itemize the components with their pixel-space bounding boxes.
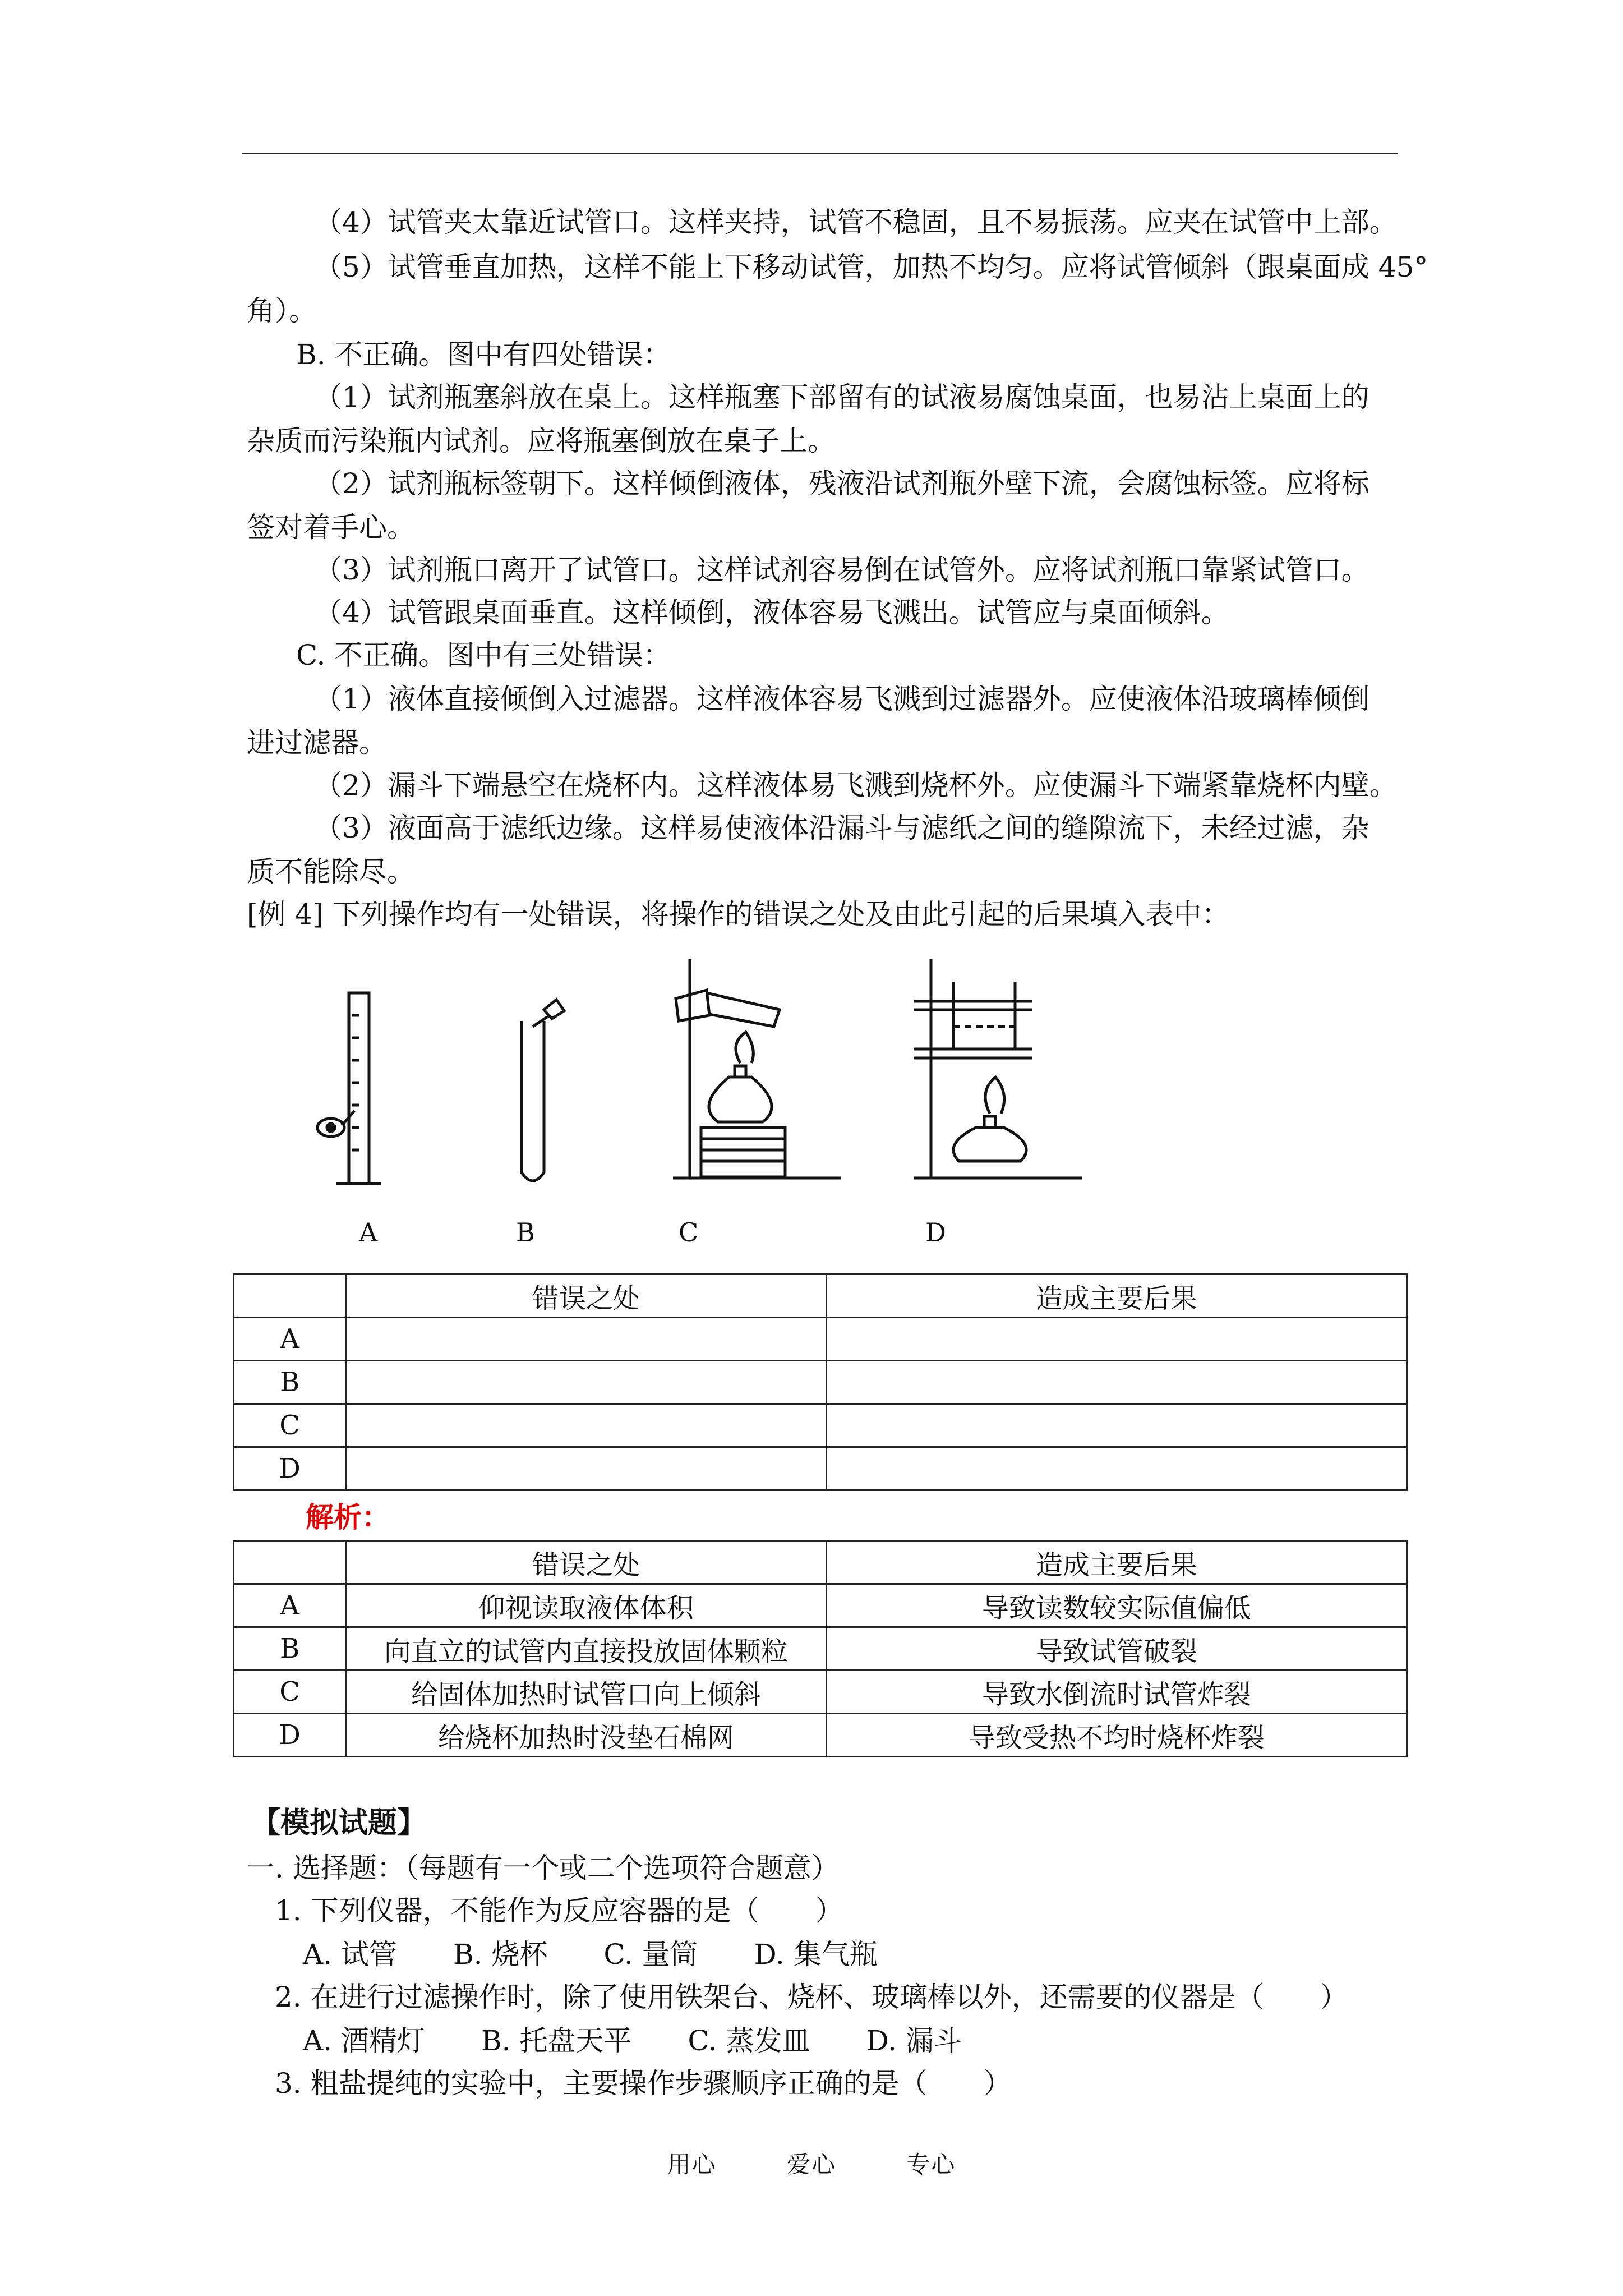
table-header-cell: 造成主要后果 — [826, 1274, 1407, 1318]
paragraph-line: （4）试管夹太靠近试管口。这样夹持，试管不稳固，且不易振荡。应夹在试管中上部。 — [314, 206, 1398, 238]
row-label: D — [234, 1714, 346, 1757]
blank-cell — [826, 1361, 1407, 1404]
paragraph-line: C. 不正确。图中有三处错误： — [296, 639, 671, 671]
table-header-row — [234, 1274, 1407, 1318]
blank-cell — [346, 1318, 826, 1361]
error-cell: 给烧杯加热时没垫石棉网 — [346, 1714, 826, 1757]
paragraph-line: （1）试剂瓶塞斜放在桌上。这样瓶塞下部留有的试液易腐蚀桌面，也易沾上桌面上的 — [314, 381, 1370, 413]
paragraph-line: （3）试剂瓶口离开了试管口。这样试剂容易倒在试管外。应将试剂瓶口靠紧试管口。 — [314, 554, 1370, 586]
figure-b-test-tube — [522, 1000, 564, 1181]
row-label: A — [234, 1584, 346, 1627]
blank-cell — [826, 1404, 1407, 1447]
apparatus-figures — [303, 948, 1256, 1268]
table-row — [234, 1447, 1407, 1490]
row-label: B — [234, 1361, 346, 1404]
paragraph-line: 签对着手心。 — [247, 511, 415, 544]
header-rule — [242, 153, 1398, 154]
page-footer — [0, 2146, 1623, 2180]
blank-cell — [826, 1447, 1407, 1490]
paragraph-line: B. 不正确。图中有四处错误： — [296, 338, 671, 371]
question-options: A. 试管 B. 烧杯 C. 量筒 D. 集气瓶 — [303, 1938, 878, 1971]
paragraph-line: （2）试剂瓶标签朝下。这样倾倒液体，残液沿试剂瓶外壁下流，会腐蚀标签。应将标 — [314, 467, 1370, 500]
row-label: C — [234, 1404, 346, 1447]
footer-word: 用心 — [667, 2151, 717, 2178]
figure-d-heating-beaker — [914, 959, 1082, 1178]
blank-answer-table — [233, 1273, 1408, 1491]
row-label: D — [234, 1447, 346, 1490]
blank-cell — [826, 1318, 1407, 1361]
paragraph-line: 进过滤器。 — [247, 726, 387, 759]
answer-table — [233, 1540, 1408, 1757]
paragraph-line: 质不能除尽。 — [247, 855, 415, 888]
figure-label-c: C — [679, 1217, 699, 1248]
paragraph-line: （4）试管跟桌面垂直。这样倾倒，液体容易飞溅出。试管应与桌面倾斜。 — [314, 596, 1229, 629]
error-cell: 仰视读取液体体积 — [346, 1584, 826, 1627]
figure-label-b: B — [516, 1217, 535, 1248]
analysis-label: 解析： — [306, 1501, 390, 1534]
error-cell: 给固体加热时试管口向上倾斜 — [346, 1671, 826, 1714]
footer-word: 专心 — [906, 2151, 956, 2178]
figure-c-heating-solid — [673, 959, 841, 1178]
table-row — [234, 1627, 1407, 1671]
section-intro: 一. 选择题：（每题有一个或二个选项符合题意） — [247, 1852, 840, 1884]
paragraph-line: 角）。 — [247, 295, 317, 327]
example-question: [例 4] 下列操作均有一处错误，将操作的错误之处及由此引起的后果填入表中： — [247, 898, 1230, 931]
effect-cell: 导致受热不均时烧杯炸裂 — [826, 1714, 1407, 1757]
table-row — [234, 1714, 1407, 1757]
question-text: 3. 粗盐提纯的实验中，主要操作步骤顺序正确的是（ ） — [275, 2067, 1012, 2100]
table-row — [234, 1584, 1407, 1627]
figure-label-a: A — [359, 1217, 378, 1248]
blank-cell — [346, 1361, 826, 1404]
effect-cell: 导致试管破裂 — [826, 1627, 1407, 1671]
section-title: 【模拟试题】 — [251, 1806, 427, 1840]
paragraph-line: 杂质而污染瓶内试剂。应将瓶塞倒放在桌子上。 — [247, 425, 836, 457]
row-label: C — [234, 1671, 346, 1714]
blank-cell — [346, 1447, 826, 1490]
apparatus-drawing — [303, 948, 1256, 1195]
footer-word: 爱心 — [786, 2151, 836, 2178]
table-row — [234, 1361, 1407, 1404]
figure-a-cylinder — [317, 993, 381, 1184]
table-row — [234, 1404, 1407, 1447]
figure-label-d: D — [925, 1217, 946, 1248]
error-cell: 向直立的试管内直接投放固体颗粒 — [346, 1627, 826, 1671]
table-header-cell — [234, 1274, 346, 1318]
question-text: 1. 下列仪器，不能作为反应容器的是（ ） — [275, 1894, 843, 1927]
question-options: A. 酒精灯 B. 托盘天平 C. 蒸发皿 D. 漏斗 — [303, 2024, 962, 2057]
table-header-cell: 造成主要后果 — [826, 1541, 1407, 1584]
paragraph-line: （2）漏斗下端悬空在烧杯内。这样液体易飞溅到烧杯外。应使漏斗下端紧靠烧杯内壁。 — [314, 769, 1398, 802]
paragraph-line: （1）液体直接倾倒入过滤器。这样液体容易飞溅到过滤器外。应使液体沿玻璃棒倾倒 — [314, 683, 1370, 715]
table-row — [234, 1318, 1407, 1361]
paragraph-line: （5）试管垂直加热，这样不能上下移动试管，加热不均匀。应将试管倾斜（跟桌面成 45° — [314, 251, 1428, 283]
table-row — [234, 1671, 1407, 1714]
effect-cell: 导致水倒流时试管炸裂 — [826, 1671, 1407, 1714]
paragraph-line: （3）液面高于滤纸边缘。这样易使液体沿漏斗与滤纸之间的缝隙流下，未经过滤，杂 — [314, 812, 1370, 844]
table-header-cell: 错误之处 — [346, 1541, 826, 1584]
table-header-cell — [234, 1541, 346, 1584]
blank-cell — [346, 1404, 826, 1447]
effect-cell: 导致读数较实际值偏低 — [826, 1584, 1407, 1627]
row-label: B — [234, 1627, 346, 1671]
question-text: 2. 在进行过滤操作时，除了使用铁架台、烧杯、玻璃棒以外，还需要的仪器是（ ） — [275, 1981, 1348, 2013]
table-header-row — [234, 1541, 1407, 1584]
row-label: A — [234, 1318, 346, 1361]
table-header-cell: 错误之处 — [346, 1274, 826, 1318]
